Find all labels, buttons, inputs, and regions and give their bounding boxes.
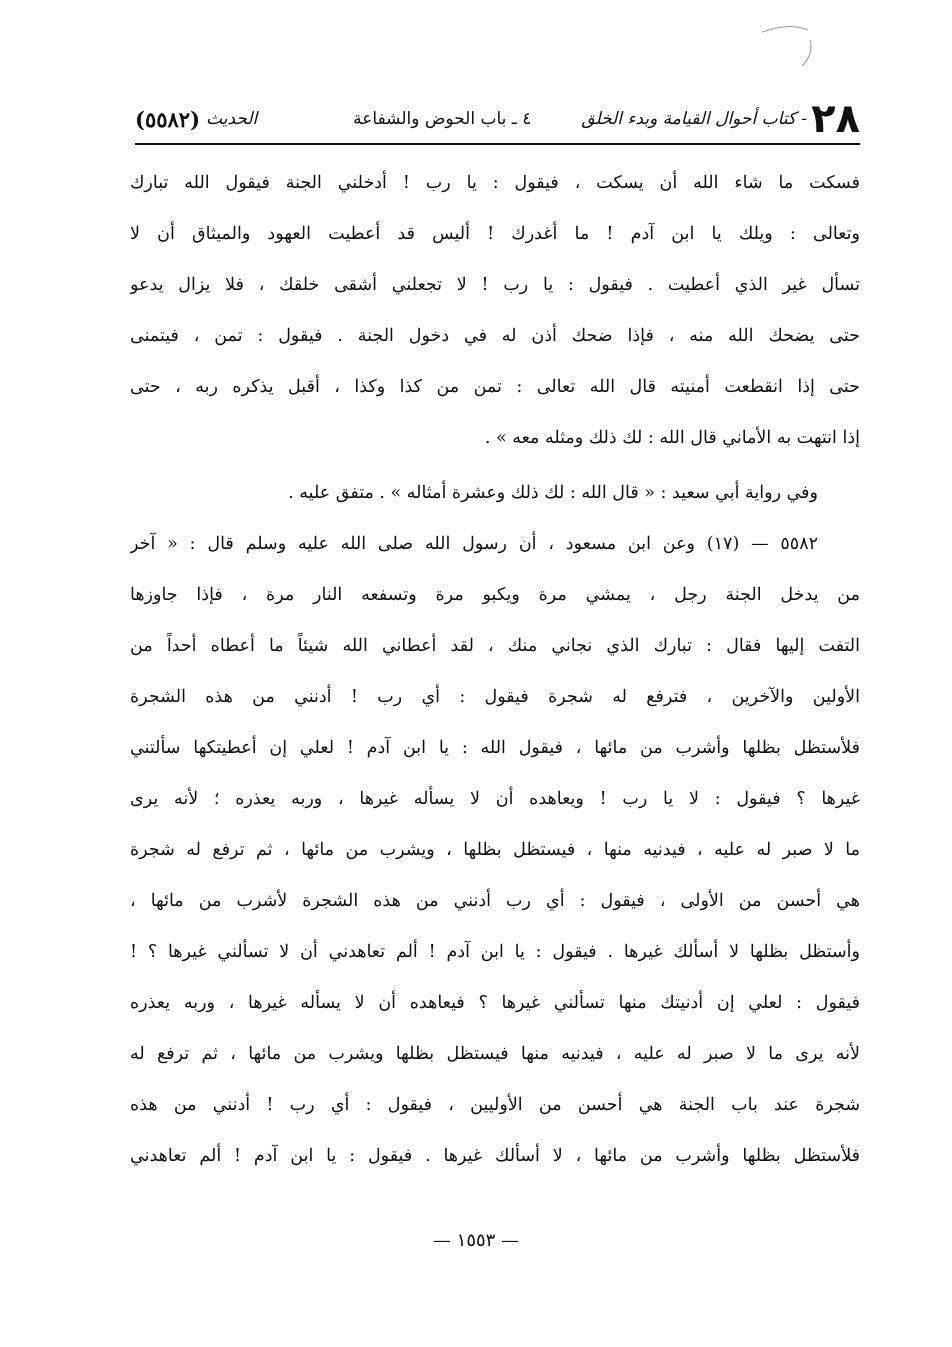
chapter-title: ٤ ـ باب الحوض والشفاعة	[353, 109, 532, 129]
text-line: تسأل غير الذي أعطيت . فيقول : يا رب ! لا تجعلني أشقى خلقك ، فلا يزال يدعو	[130, 275, 860, 295]
paragraph-narration	[130, 468, 860, 519]
text-line: من يدخل الجنة رجل ، يمشي مرة ويكبو مرة وتسفعه النار مرة ، فإذا جاوزها	[130, 585, 860, 605]
header-rule	[135, 143, 860, 145]
text-line: إذا انتهت به الأماني قال الله : لك ذلك ومثله معه » .	[484, 428, 860, 448]
text-line: ٥٥٨٢ — (١٧) وعن ابن مسعود ، أن رسول الله صلى الله عليه وسلم قال : « آخر	[130, 534, 819, 554]
text-line: هي أحسن من الأولى ، فيقول : أي رب أدنني من هذه الشجرة لأشرب من مائها ،	[130, 891, 860, 911]
text-line: وتعالى : ويلك يا ابن آدم ! ما أغدرك ! أليس قد أعطيت العهود والميثاق أن لا	[130, 224, 860, 244]
text-line: حتى إذا انقطعت أمنيته قال الله تعالى : تمن من كذا وكذا ، أقبل يذكره ربه ، حتى	[130, 377, 860, 397]
text-line: فلأستظل بظلها وأشرب من مائها ، لا أسألك غيرها . فيقول : يا ابن آدم ! ألم تعاهدني	[130, 1146, 860, 1166]
text-line: لأنه يرى ما لا صبر له عليه ، فيدنيه منها فيستظل بظلها ويشرب من مائها ، ثم ترفع له	[130, 1044, 860, 1064]
text-line: وفي رواية أبي سعيد : « قال الله : لك ذلك وعشرة أمثاله » . متفق عليه .	[288, 483, 818, 503]
text-line: فيقول : لعلي إن أدنيتك منها تسألني غيرها ؟ فيعاهده أن لا يسأله غيرها ، وربه يعذره	[130, 993, 860, 1013]
pencil-mark	[760, 20, 820, 80]
text-line: شجرة عند باب الجنة هي أحسن من الأوليين ، فيقول : أي رب ! أدنني من هذه	[130, 1095, 860, 1115]
text-line: حتى يضحك الله منه ، فإذا ضحك أذن له في دخول الجنة . فيقول : تمن ، فيتمنى	[130, 326, 860, 346]
running-header	[135, 95, 860, 143]
paragraph-continuation	[130, 158, 860, 464]
text-line: التفت إليها فقال : تبارك الذي نجاني منك ، لقد أعطاني الله شيئاً ما أعطاه أحداً من	[130, 636, 860, 656]
hadith-number: (٥٥٨٢)	[135, 106, 200, 132]
text-line: فلأستظل بظلها وأشرب من مائها ، فيقول الله : يا ابن آدم ! لعلي إن أعطيتكها سألتني	[130, 738, 860, 758]
page-number: — ١٥٥٣ —	[432, 1230, 520, 1251]
paragraph-hadith-5582	[130, 519, 860, 1182]
chapter-number: ٢٨	[811, 96, 860, 142]
text-line: ما لا صبر له عليه ، فيدنيه منها ، فيستظل بظلها ، ويشرب من مائها ، ثم ترفع له شجرة	[130, 840, 860, 860]
text-line: وأستظل بظلها لا أسألك غيرها . فيقول : يا ابن آدم ! ألم تعاهدني أن لا تسألني غيرها ؟ !	[130, 942, 860, 962]
text-line: الأولين والآخرين ، فترفع له شجرة فيقول : أي رب ! أدنني من هذه الشجرة	[130, 687, 860, 707]
book-title: - كتاب أحوال القيامة وبدء الخلق	[581, 109, 808, 129]
text-line: غيرها ؟ فيقول : لا يا رب ! ويعاهده أن لا يسأله غيرها ، وربه يعذره ؛ لأنه يرى	[130, 789, 860, 809]
text-line: فسكت ما شاء الله أن يسكت ، فيقول : يا رب ! أدخلني الجنة فيقول الله تبارك	[130, 173, 860, 193]
hadith-label: الحديث	[206, 109, 258, 129]
